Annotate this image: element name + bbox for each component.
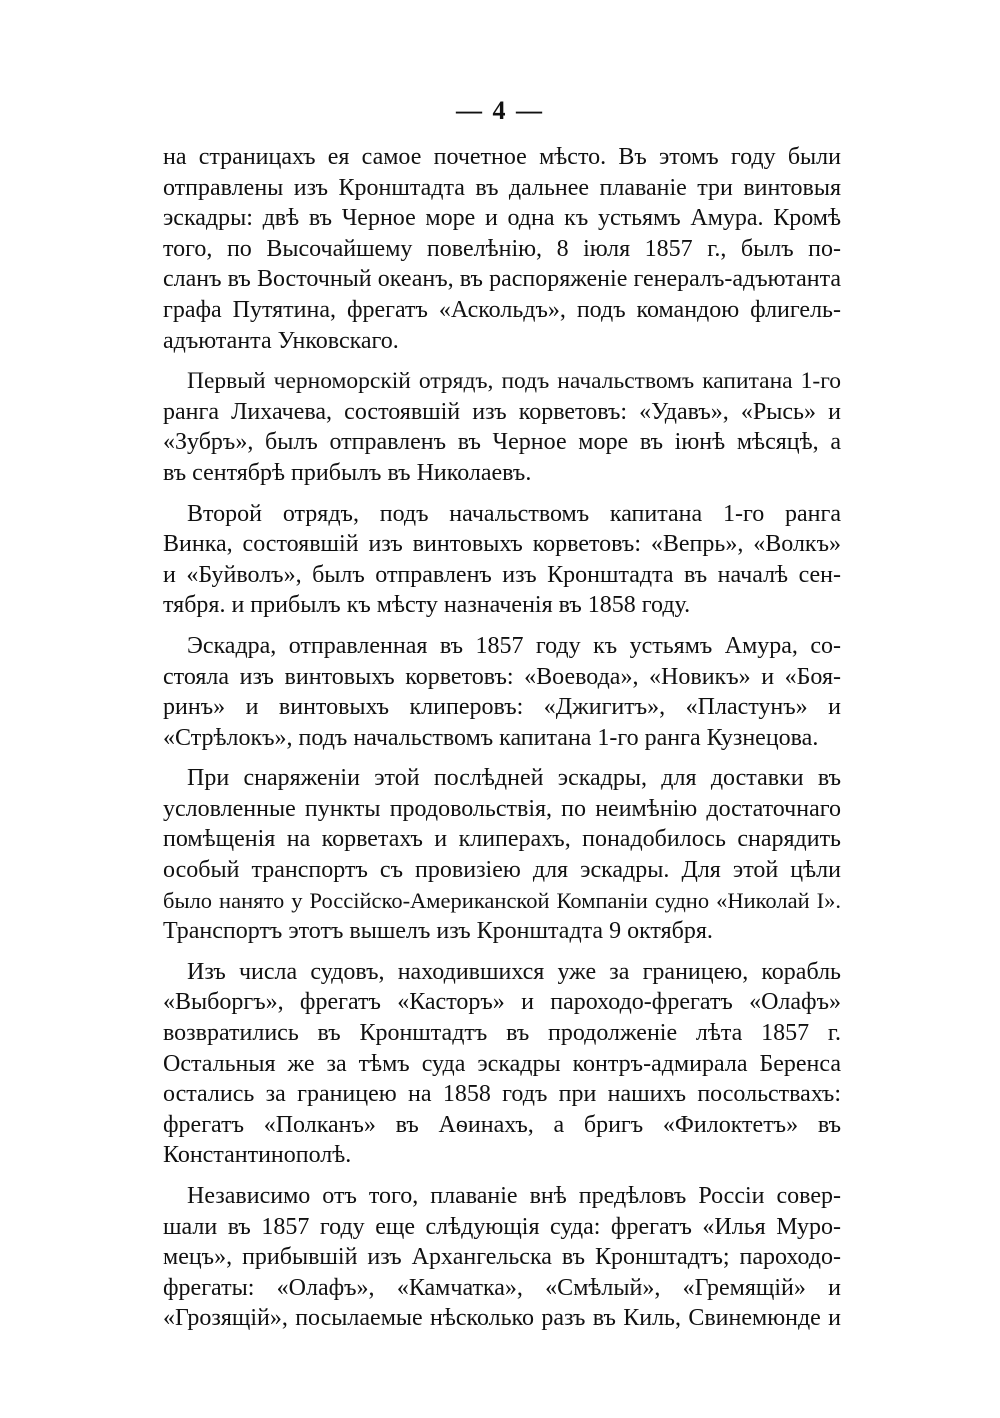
- text-line: Изъ числа судовъ, находившихся уже за границею, корабль: [187, 958, 841, 985]
- text-line: шали въ 1857 году еще слѣдующія суда: фрегатъ «Илья Муро-: [163, 1213, 841, 1240]
- text-line: адъютанта Унковскаго.: [163, 327, 399, 354]
- text-line: особый транспортъ съ провизіею для эскадры. Для этой цѣли: [163, 857, 841, 884]
- text-line: на страницахъ ея самое почетное мѣсто. Въ этомъ году были: [163, 144, 841, 170]
- text-line: Второй отрядъ, подъ начальствомъ капитана 1-го ранга: [187, 500, 841, 527]
- text-line: фрегатъ «Полканъ» въ Аѳинахъ, а бригъ «Филоктетъ» въ: [163, 1111, 841, 1138]
- text-line: условленные пункты продовольствія, по неимѣнію достаточнаго: [163, 795, 841, 822]
- text-line: «Выборгъ», фрегатъ «Касторъ» и пароходо-фрегатъ «Олафъ»: [163, 989, 841, 1016]
- text-line: тября. и прибылъ къ мѣсту назначенія въ 1858 году.: [163, 592, 691, 619]
- text-line: ринъ» и винтовыхъ клиперовъ: «Джигитъ», «Пластунъ» и: [163, 694, 841, 721]
- text-line: того, по Высочайшему повелѣнію, 8 іюля 1857 г., былъ по-: [163, 235, 841, 262]
- text-line: сланъ въ Восточный океанъ, въ распоряженіе генералъ-адъютанта: [163, 266, 841, 293]
- text-body: [163, 142, 841, 1344]
- text-line: Независимо отъ того, плаваніе внѣ предѣловъ Россіи совер-: [187, 1183, 841, 1209]
- text-line: «Стрѣлокъ», подъ начальствомъ капитана 1-го ранга Кузнецова.: [163, 724, 819, 751]
- text-line: отправлены изъ Кронштадта въ дальнее плаваніе три винтовыя: [163, 174, 841, 201]
- paragraph-4: [163, 631, 841, 753]
- text-line: въ сентябрѣ прибылъ въ Николаевъ.: [163, 459, 532, 486]
- paragraph-7: [163, 1181, 841, 1334]
- text-line: остались за границею на 1858 годъ при нашихъ посольствахъ:: [163, 1081, 841, 1108]
- text-line: Винка, состоявшій изъ винтовыхъ корветовъ: «Вепрь», «Волкъ»: [163, 531, 841, 558]
- paragraph-2: [163, 366, 841, 488]
- text-line: Константинополѣ.: [163, 1142, 352, 1169]
- paragraph-1: [163, 142, 841, 356]
- text-line: ранга Лихачева, состоявшій изъ корветовъ: «Удавъ», «Рысь» и: [163, 398, 841, 425]
- text-line: Эскадра, отправленная въ 1857 году къ устьямъ Амура, со-: [187, 632, 841, 659]
- paragraph-6: [163, 957, 841, 1171]
- text-line: эскадры: двѣ въ Черное море и одна къ устьямъ Амура. Кромѣ: [163, 205, 841, 232]
- text-line: Остальныя же за тѣмъ суда эскадры контръ-адмирала Беренса: [163, 1050, 841, 1077]
- paragraph-5: [163, 763, 841, 947]
- text-line: помѣщенія на корветахъ и клиперахъ, понадобилось снарядить: [163, 826, 841, 853]
- text-line: Первый черноморскій отрядъ, подъ начальствомъ капитана 1-го: [187, 368, 841, 395]
- text-line: «Грозящій», посылаемые нѣсколько разъ въ Киль, Свинемюнде и: [163, 1305, 841, 1332]
- text-line: «Зубръ», былъ отправленъ въ Черное море въ іюнѣ мѣсяцѣ, а: [163, 429, 841, 456]
- text-line: При снаряженіи этой послѣдней эскадры, для доставки въ: [187, 765, 841, 792]
- text-line: возвратились въ Кронштадтъ въ продолженіе лѣта 1857 г.: [163, 1020, 841, 1047]
- paragraph-3: [163, 499, 841, 621]
- text-line: и «Буйволъ», былъ отправленъ изъ Кронштадта въ началѣ сен-: [163, 561, 841, 588]
- page-number: — 4 —: [456, 96, 544, 125]
- text-line: было нанято у Россійско-Американской Компаніи судно «Николай I».: [163, 887, 841, 913]
- text-line: Транспортъ этотъ вышелъ изъ Кронштадта 9 октября.: [163, 918, 713, 945]
- text-line: мецъ», прибывшій изъ Архангельска въ Кронштадтъ; пароходо-: [163, 1244, 841, 1271]
- text-line: стояла изъ винтовыхъ корветовъ: «Воевода», «Новикъ» и «Боя-: [163, 663, 841, 690]
- text-line: графа Путятина, фрегатъ «Аскольдъ», подъ командою флигель-: [163, 296, 841, 323]
- text-line: фрегаты: «Олафъ», «Камчатка», «Смѣлый», «Гремящій» и: [163, 1274, 841, 1301]
